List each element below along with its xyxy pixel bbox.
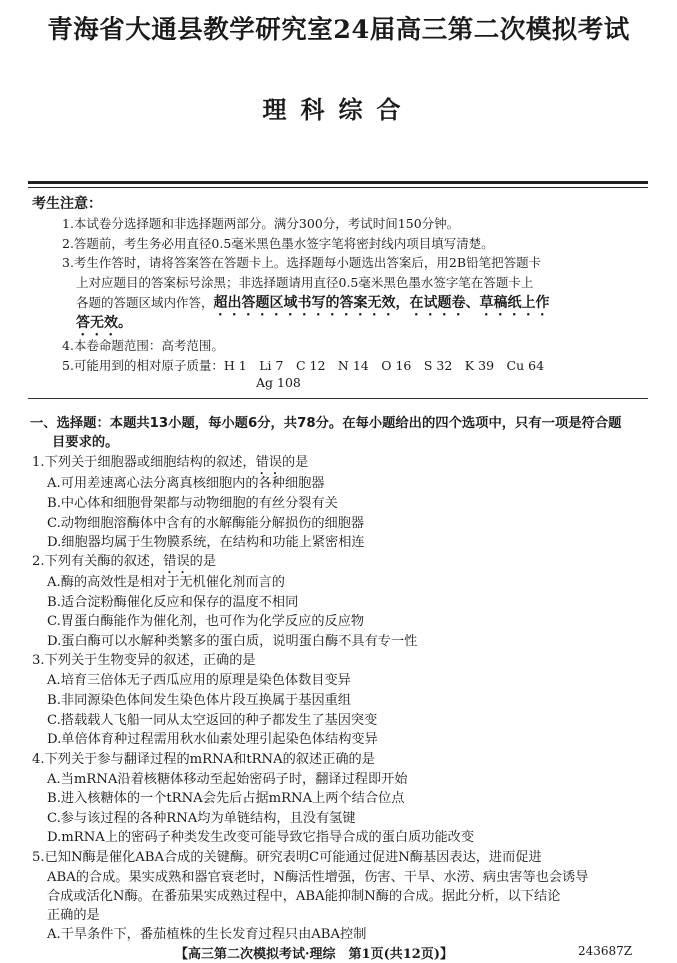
- notice-item-5-cont: Ag 108: [256, 375, 301, 390]
- question-4-stem: 4.下列关于参与翻译过程的mRNA和tRNA的叙述正确的是: [32, 752, 375, 767]
- question-5-stem-line-3: 合成或活化N酶。在番茄果实成熟过程中，ABA能抑制N酶的合成。据此分析，以下结论: [47, 889, 561, 904]
- question-1-option-a[interactable]: A.可用差速离心法分离真核细胞内的各种细胞器: [47, 476, 325, 491]
- question-1-keyword: 错误: [255, 455, 282, 470]
- notice-item-3-cont: 上对应题目的答案标号涂黑；非选择题请用直径0.5毫米黑色墨水签字笔在答题卡上: [76, 275, 534, 290]
- question-3-stem: 3.下列关于生物变异的叙述，正确的是: [32, 653, 256, 668]
- header-rule-thick: [28, 181, 648, 184]
- paper-code: 243687Z: [578, 944, 633, 958]
- question-5-stem-line-2: ABA的合成。果实成熟和器官衰老时，N酶活性增强，伤害、干旱、水涝、病虫害等也会诱导: [47, 870, 589, 885]
- question-1-stem-end: 的是: [281, 455, 309, 470]
- exam-title: 青海省大通县教学研究室24届高三第二次模拟考试: [47, 15, 630, 45]
- question-1-option-d[interactable]: D.细胞器均属于生物膜系统，在结构和功能上紧密相连: [47, 535, 365, 550]
- notice-item-3: 3.考生作答时，请将答案答在答题卡上。选择题每小题选出答案后，用2B铅笔把答题卡: [62, 255, 542, 270]
- notice-item-3-text: 各题的答题区域内作答，: [76, 295, 214, 310]
- notice-item-2: 2.答题前，考生务必用直径0.5毫米黑色墨水签字笔将密封线内项目填写清楚。: [62, 236, 494, 251]
- question-1-stem-text: 1.下列关于细胞器或细胞结构的叙述，: [32, 455, 256, 470]
- question-3-option-a[interactable]: A.培育三倍体无子西瓜应用的原理是染色体数目变异: [47, 673, 351, 688]
- notice-heading: 考生注意：: [32, 196, 102, 212]
- question-2-option-b[interactable]: B.适合淀粉酶催化反应和保存的温度不相同: [47, 595, 299, 610]
- question-4-option-d[interactable]: D.mRNA上的密码子种类发生改变可能导致它指导合成的蛋白质功能改变: [47, 830, 475, 845]
- question-3-option-d[interactable]: D.单倍体育种过程需用秋水仙素处理引起染色体结构变异: [47, 732, 378, 747]
- notice-item-5: 5.可能用到的相对原子质量：H 1 Li 7 C 12 N 14 O 16 S 32 K 39 Cu 64: [62, 358, 545, 373]
- question-2-stem-text: 2.下列有关酶的叙述，: [32, 554, 164, 569]
- question-1-option-b[interactable]: B.中心体和细胞骨架都与动物细胞的有丝分裂有关: [47, 496, 338, 511]
- question-4-option-c[interactable]: C.参与该过程的各种RNA均为单链结构，且没有氢键: [47, 811, 356, 826]
- question-2-stem-end: 的是: [189, 554, 217, 569]
- question-2-option-c[interactable]: C.胃蛋白酶能作为催化剂，也可作为化学反应的反应物: [47, 614, 365, 629]
- subject-title: 理科综合: [262, 95, 415, 124]
- question-2-option-a[interactable]: A.酶的高效性是相对于无机催化剂而言的: [47, 575, 285, 590]
- page-footer: [175, 943, 453, 962]
- notice-item-4: 4.本卷命题范围：高考范围。: [62, 338, 224, 353]
- notice-item-3-cont2: [76, 292, 550, 319]
- section-heading-cont: 目要求的。: [52, 435, 119, 450]
- question-2-option-d[interactable]: D.蛋白酶可以水解种类繁多的蛋白质，说明蛋白酶不具有专一性: [47, 634, 418, 649]
- question-5-stem-line-4: 正确的是: [47, 908, 100, 923]
- footer-label: 【高三第二次模拟考试·理综 第1页(共12页)】: [175, 947, 453, 962]
- question-1-option-c[interactable]: C.动物细胞溶酶体中含有的水解酶能分解损伤的细胞器: [47, 516, 365, 531]
- question-3-option-b[interactable]: B.非同源染色体间发生染色体片段互换属于基因重组: [47, 693, 352, 708]
- notice-rule: [28, 398, 648, 399]
- section-heading: 一、选择题：本题共13小题，每小题6分，共78分。在每小题给出的四个选项中，只有一项是符合题: [30, 416, 622, 431]
- header-rule-thin: [28, 187, 648, 188]
- notice-item-1: 1.本试卷分选择题和非选择题两部分。满分300分，考试时间150分钟。: [62, 216, 460, 231]
- notice-emphasis: 超出答题区域书写的答案无效，在试题卷、草稿纸上作: [213, 295, 550, 311]
- question-2-keyword: 错误: [163, 554, 190, 569]
- question-5-stem-line-1: 5.已知N酶是催化ABA合成的关键酶。研究表明C可能通过促进N酶基因表达，进而促进: [32, 850, 542, 865]
- question-4-option-b[interactable]: B.进入核糖体的一个tRNA会先后占据mRNA上两个结合位点: [47, 791, 405, 806]
- notice-emphasis-end: 答无效。: [76, 315, 132, 331]
- question-4-option-a[interactable]: A.当mRNA沿着核糖体移动至起始密码子时，翻译过程即开始: [47, 772, 408, 787]
- question-5-option-a[interactable]: A.干旱条件下，番茄植株的生长发育过程只由ABA控制: [47, 927, 367, 942]
- question-3-option-c[interactable]: C.搭载载人飞船一同从太空返回的种子都发生了基因突变: [47, 713, 378, 728]
